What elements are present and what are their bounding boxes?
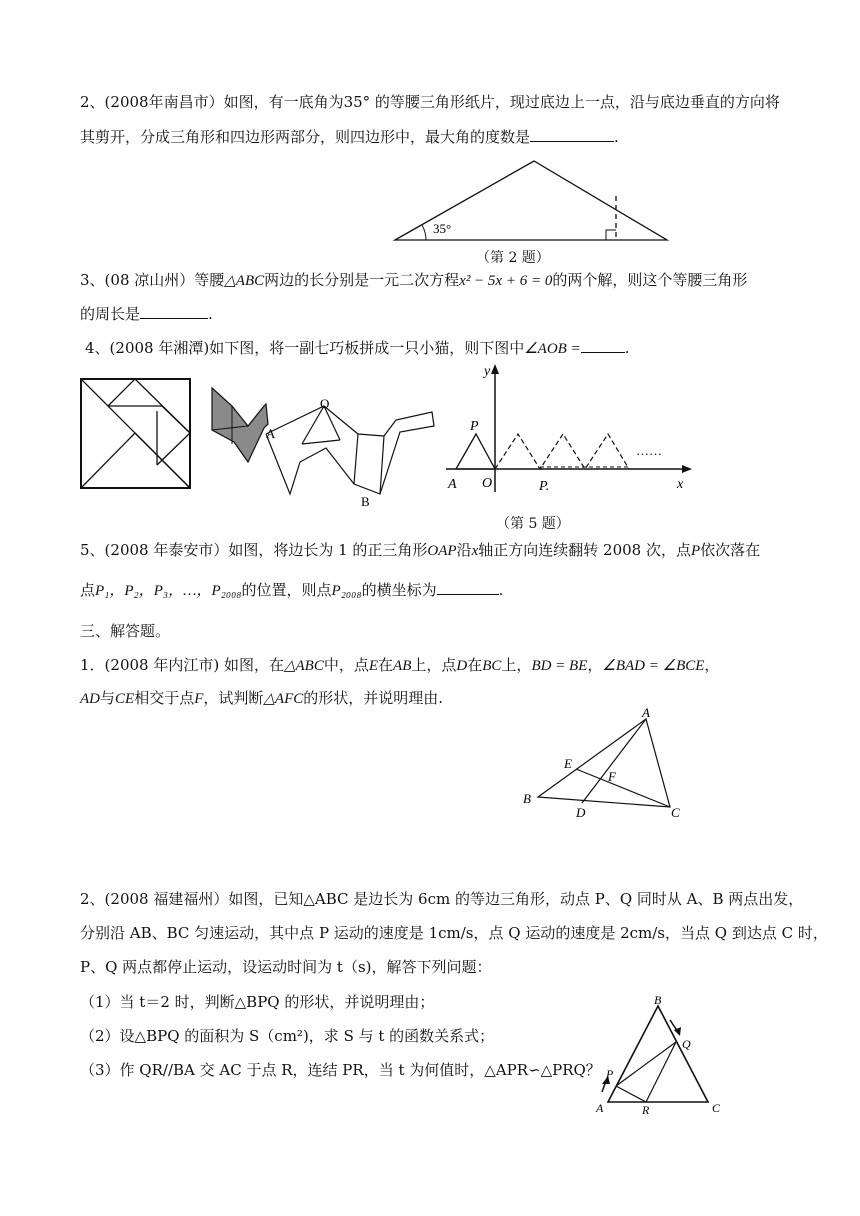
angle-expression: ∠AOB =: [524, 341, 581, 357]
isosceles-triangle-figure: [390, 158, 680, 243]
label-A: A: [642, 705, 650, 720]
var: AB: [393, 658, 412, 674]
q-text: 在: [378, 656, 394, 674]
angle-label: 35°: [433, 221, 452, 236]
answer-blank: [437, 579, 499, 595]
tangram-square-figure: [80, 378, 192, 490]
q5-line1: [80, 540, 760, 561]
q2-line1: 2、(2008年南昌市）如图，有一底角为35° 的等腰三角形纸片，现过底边上一点，沿与底边垂直的方向将: [80, 93, 780, 111]
label-B: B: [523, 791, 531, 806]
label-A: A: [448, 477, 457, 492]
var: D: [456, 658, 468, 674]
figure-caption: （第 2 题）: [476, 250, 550, 266]
answer-blank: [530, 126, 614, 142]
label-O: O: [320, 396, 330, 411]
points-list: P₁，P₂，P₃，…，P₂₀₀₈: [95, 583, 242, 599]
s3-q2-line2: 分别沿 AB、BC 匀速运动，其中点 P 运动的速度是 1cm/s，点 Q 运动的速度是 2cm/s，当点 Q 到达点 C 时，: [80, 924, 828, 942]
label-B: B: [361, 494, 370, 509]
q5-line2: [80, 579, 503, 601]
var: CE: [115, 691, 135, 707]
label-A: A: [266, 426, 276, 441]
var: F: [194, 691, 204, 707]
label-R: R: [642, 1103, 650, 1117]
label-E: E: [564, 756, 572, 771]
x-var: x: [471, 543, 479, 559]
s3-q1-line2: [80, 688, 443, 709]
q5-text: 轴正方向连续翻转 2008 次，点: [478, 541, 691, 559]
condition: ∠BAD = ∠BCE: [602, 658, 705, 674]
s3-q2-line3: P、Q 两点都停止运动，设运动时间为 t（s)，解答下列问题：: [80, 958, 492, 976]
q3-text: 的两个解，则这个等腰三角形: [552, 271, 748, 289]
q-text: ，: [704, 656, 720, 674]
q5-text: 的位置，则点: [241, 581, 332, 599]
q3-line1: [80, 270, 747, 291]
q2-text: 其剪开，分成三角形和四边形两部分，则四边形中，最大角的度数是: [80, 128, 531, 146]
section-title: 三、解答题。: [80, 622, 171, 640]
q2-line2: [80, 126, 619, 147]
label-P: P: [470, 419, 479, 434]
q-text: 中，点: [323, 656, 369, 674]
q5-text: 依次落在: [700, 541, 761, 559]
label-C: C: [671, 805, 680, 820]
figure-caption: （第 5 题）: [496, 516, 570, 532]
label-B: B: [654, 993, 662, 1007]
q5-text: 沿: [456, 541, 472, 559]
answer-blank: [140, 303, 208, 319]
q-text: 上，: [501, 656, 532, 674]
q5-text: 的横坐标为: [361, 581, 437, 599]
q-text: 与: [100, 689, 116, 707]
q3-line2: [80, 303, 213, 324]
period: .: [624, 339, 630, 357]
triangle-abc-figure: [520, 705, 690, 825]
q-text: 1．(2008 年内江市) 如图，在: [80, 656, 284, 674]
triangle-name: OAP: [427, 543, 457, 559]
var: AD: [80, 691, 100, 707]
equation: x² − 5x + 6 = 0: [459, 273, 553, 289]
triangle-rolling-figure: [440, 362, 700, 502]
equilateral-triangle-figure: [590, 994, 730, 1119]
p-var: P: [691, 543, 701, 559]
x-axis-label: x: [677, 477, 684, 492]
q-text: ，: [587, 656, 603, 674]
triangle-symbol: △AFC: [263, 691, 304, 707]
s3-q2-sub3: （3）作 QR//BA 交 AC 于点 R，连结 PR，当 t 为何值时，△APR∽△PRQ？: [80, 1061, 601, 1079]
q4-text: 4、(2008 年湘潭)如下图，将一副七巧板拼成一只小猫，则下图中: [85, 339, 525, 357]
s3-q2-sub2: （2）设△BPQ 的面积为 S（cm²)，求 S 与 t 的函数关系式；: [80, 1027, 495, 1045]
ellipsis: ……: [636, 443, 662, 458]
triangle-symbol: △ABC: [224, 273, 265, 289]
p2008: P₂₀₀₈: [331, 583, 362, 599]
q-text: 在: [467, 656, 483, 674]
condition: BD = BE: [531, 658, 588, 674]
q-text: 相交于点: [134, 689, 195, 707]
s3-q2-sub1: （1）当 t＝2 时，判断△BPQ 的形状，并说明理由；: [80, 993, 435, 1011]
period: .: [498, 581, 504, 599]
tangram-cat-figure: [208, 384, 440, 509]
label-D: D: [576, 805, 586, 820]
triangle-symbol: △ABC: [283, 658, 324, 674]
q-text: 上，点: [411, 656, 457, 674]
y-axis-label: y: [484, 364, 491, 379]
q4-line1: [85, 337, 629, 359]
q-text: 的形状，并说明理由.: [303, 689, 444, 707]
label-Q: Q: [682, 1037, 691, 1051]
var: E: [368, 658, 379, 674]
origin-label: O: [482, 476, 493, 491]
label-P1: P.: [539, 479, 550, 494]
q5-text: 5、(2008 年泰安市）如图，将边长为 1 的正三角形: [80, 541, 428, 559]
q3-text: 3、(08 凉山州）等腰: [80, 271, 225, 289]
q-text: ，试判断: [203, 689, 264, 707]
var: BC: [482, 658, 502, 674]
q3-text: 的周长是: [80, 305, 141, 323]
label-A: A: [596, 1101, 604, 1115]
period: .: [208, 305, 213, 323]
period: .: [614, 128, 619, 146]
s3-q2-line1: 2、(2008 福建福州）如图，已知△ABC 是边长为 6cm 的等边三角形，动点 P、Q 同时从 A、B 两点出发，: [80, 890, 804, 908]
label-C: C: [712, 1101, 721, 1115]
answer-blank: [581, 337, 625, 353]
label-F: F: [608, 769, 616, 784]
s3-q1-line1: [80, 655, 719, 676]
q5-text: 点: [80, 581, 96, 599]
q3-text: 两边的长分别是一元二次方程: [264, 271, 460, 289]
label-P: P: [606, 1067, 614, 1081]
